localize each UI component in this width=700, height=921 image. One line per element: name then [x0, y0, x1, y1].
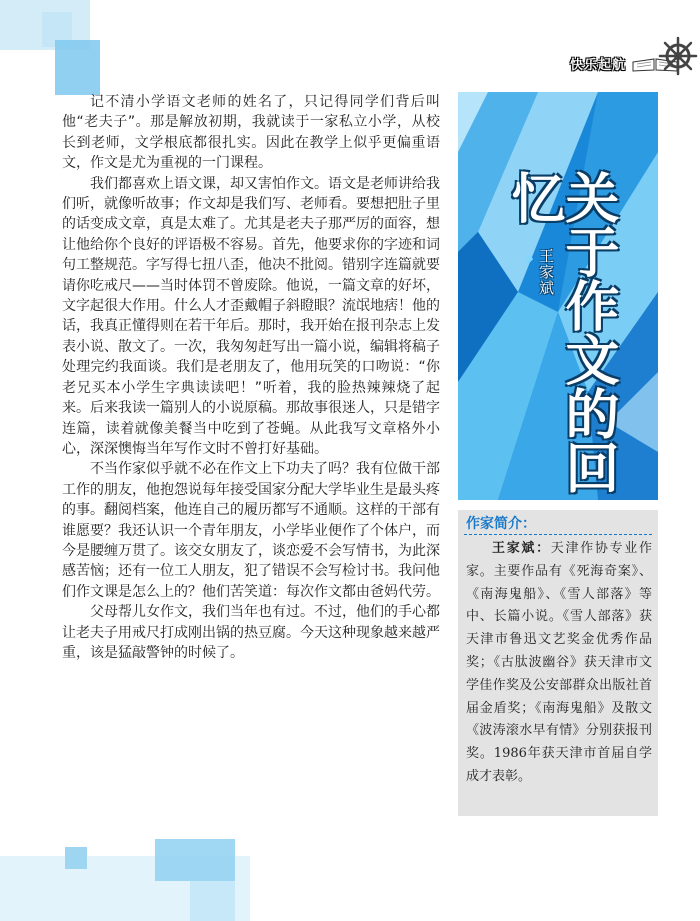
- section-label: 快乐起航: [570, 58, 627, 73]
- decor-square: [55, 40, 100, 95]
- author-intro-name: 王家斌：: [492, 541, 551, 556]
- article-paragraph: 记不清小学语文老师的姓名了，只记得同学们背后叫他“老夫子”。那是解放初期，我就读于一家私立小学，从校长到老师，文学根底都很扎实。因此在教学上似乎更偏重语文，作文是尤为重视的一门课程。: [62, 94, 440, 172]
- decor-square: [155, 839, 235, 881]
- author-name: 王家斌: [537, 248, 555, 296]
- title-panel: [458, 92, 658, 500]
- divider: [464, 534, 652, 535]
- article-paragraph: 我们都喜欢上语文课，却又害怕作文。语文是老师讲给我们听，就像听故事；作文却是我们写、老师看。要想把肚子里的话变成文章，真是太难了。尤其是老夫子那严厉的面容，想让他给你个良好的评语极不容易。首先，他要求你的字迹和词句工整规范。字写得七扭八歪，他决不批阅。错别字连篇就要请你吃戒尺——当时体罚不曾废除。他说，一篇文章的好坏，文字起很大作用。什么人才歪戴帽子斜瞪眼？流氓地痞！他的话，我真正懂得则在若干年后。那时，我开始在报刊杂志上发表小说、散文了。一次，我匆匆赶写出一篇小说，编辑将稿子处理完约我面谈。我们是老朋友了，他用玩笑的口吻说：“你老兄买本小学生字典读读吧！”听着，我的脸热辣辣烧了起来。后来我读一篇别人的小说原稿。那故事很迷人，只是错字连篇，读着就像美餐当中吃到了苍蝇。从此我写文章格外小心，深深懊悔当年写作文时不曾打好基础。: [62, 175, 440, 457]
- article-paragraph: 不当作家似乎就不必在作文上下功夫了吗？我有位做干部工作的朋友，他抱怨说每年接受国家分配大学毕业生是最头疼的事。翻阅档案，他连自己的履历都写不通顺。这样的干部有谁愿要？我还认识一个青年朋友，小学毕业便作了个体户，而今是腰缠万贯了。该交女朋友了，谈恋爱不会写情书，为此深感苦恼；还有一位工人朋友，犯了错误不会写检讨书。我问他们作文课是怎么上的？他们苦笑道：每次作文都由爸妈代劳。: [62, 461, 440, 600]
- ship-wheel-icon: [658, 36, 698, 76]
- author-intro-heading: 作家简介：: [466, 516, 536, 532]
- article-body: [62, 92, 440, 663]
- decor-square: [65, 847, 87, 869]
- decor-square: [190, 881, 235, 921]
- article-paragraph: 父母帮儿女作文，我们当年也有过。不过，他们的手心都让老夫子用戒尺打成刚出锅的热豆腐。今天这种现象越来越严重，该是猛敲警钟的时候了。: [62, 604, 440, 661]
- author-intro-box: [458, 510, 658, 816]
- article-title: 关于作文的回忆: [503, 170, 621, 494]
- author-intro-body: [466, 538, 652, 789]
- section-header: [540, 36, 700, 73]
- author-intro-text: 天津作协专业作家。主要作品有《死海奇案》、《南海鬼船》、《雪人部落》等中、长篇小说。《雪人部落》获天津市鲁迅文艺奖金优秀作品奖；《古肽波幽谷》获天津市文学佳作奖及公安部群众出版社首届金盾奖；《南海鬼船》及散文《波涛滚水早有情》分别获报刊奖。1986年获天津市首届自学成才表彰。: [466, 541, 652, 784]
